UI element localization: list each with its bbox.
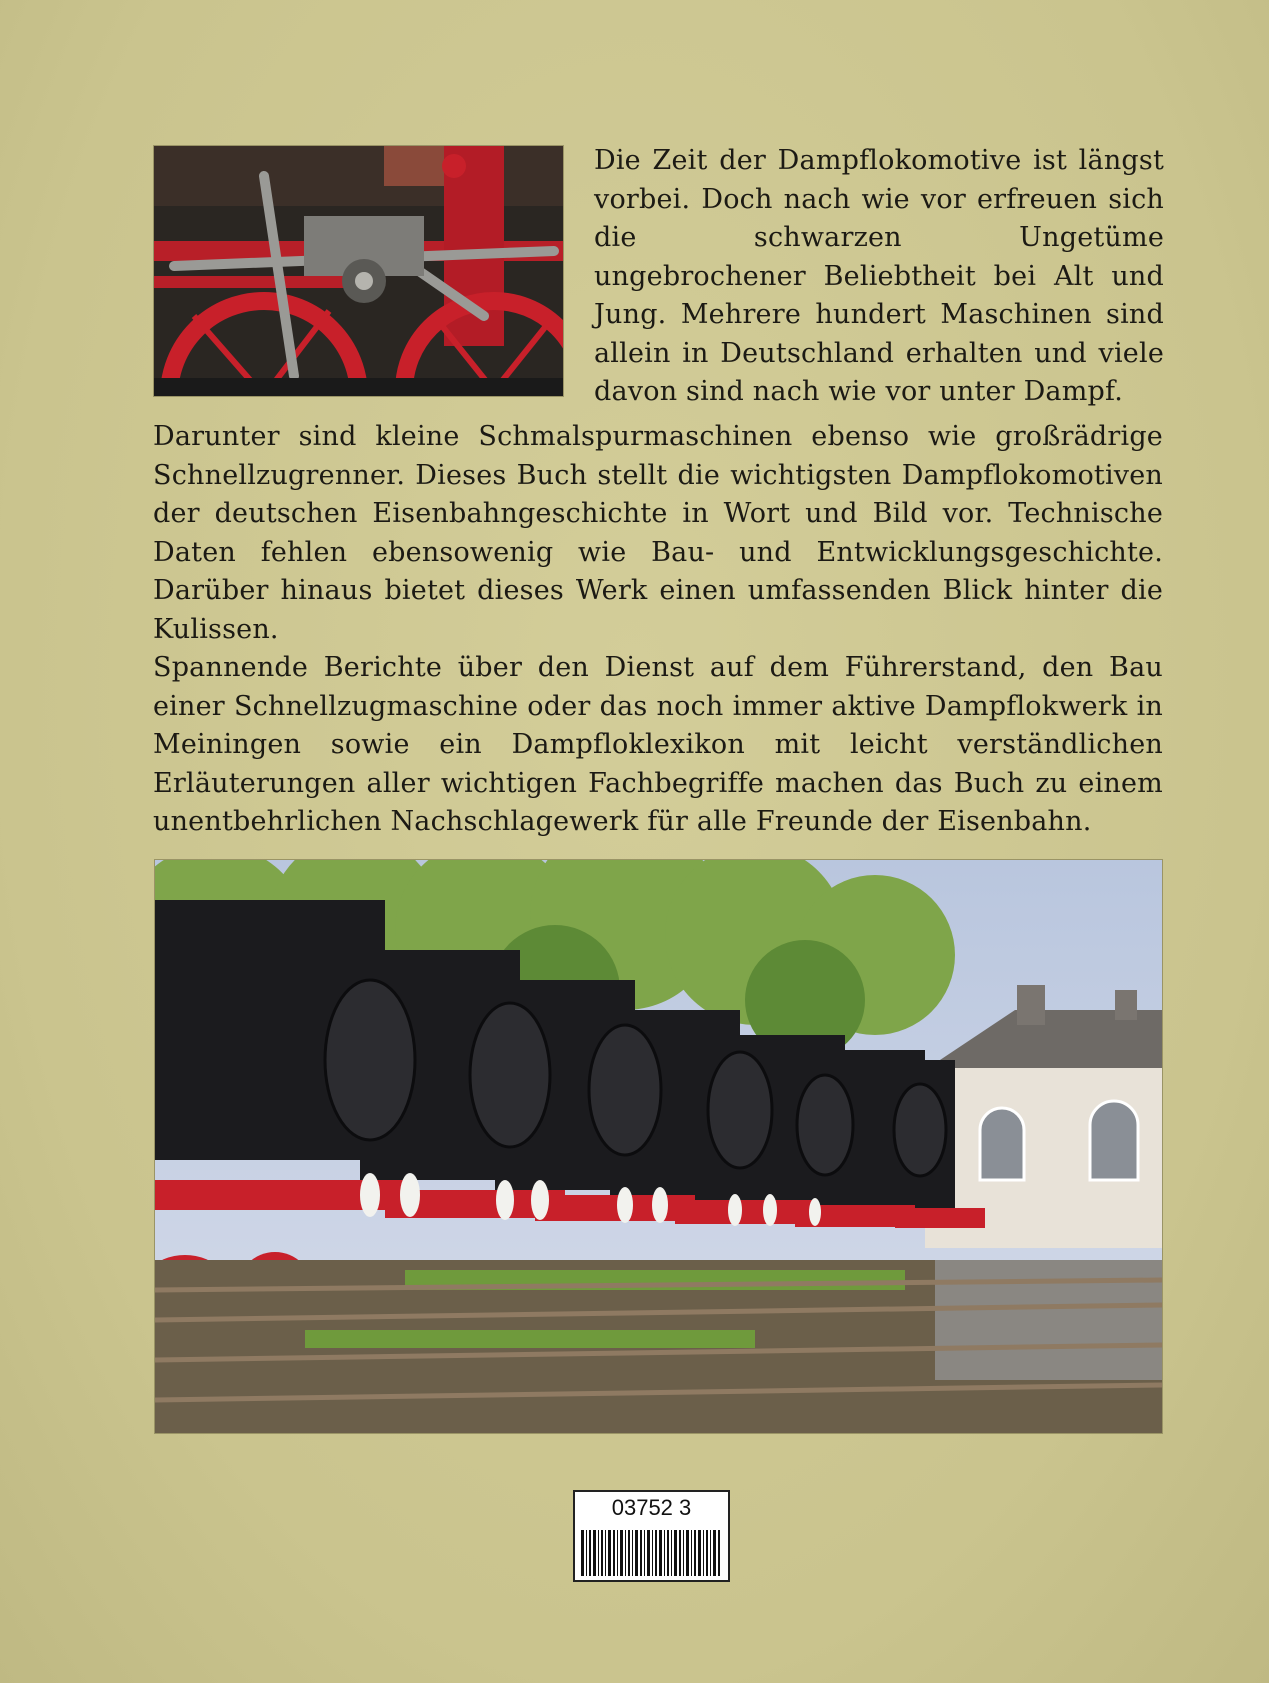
barcode-label bbox=[573, 1490, 730, 1582]
intro-paragraph: Die Zeit der Dampflokomotive ist längst vorbei. Doch nach wie vor erfreuen sich die schwarzen Ungetüme ungebrochener Beliebtheit bei Alt und Jung. Mehrere hundert Maschinen sind allein in Deutschland erhalten und viele davon sind nach wie vor unter Dampf. bbox=[594, 145, 1164, 407]
description-block-1 bbox=[153, 418, 1163, 649]
running-gear-photo bbox=[153, 145, 564, 397]
intro-text bbox=[594, 142, 1164, 412]
description-block-2 bbox=[153, 649, 1163, 842]
barcode-icon bbox=[581, 1530, 722, 1576]
locomotive-row-photo bbox=[154, 859, 1163, 1434]
description-paragraph-2: Spannende Berichte über den Dienst auf dem Führerstand, den Bau einer Schnellzugmaschine oder das noch immer aktive Dampflokwerk in Meiningen sowie ein Dampfloklexikon mit leicht verständlichen Erläuterungen aller wichtigen Fachbegriffe machen das Buch zu einem unentbehrlichen Nachschlagewerk für alle Freunde der Eisenbahn. bbox=[153, 652, 1163, 837]
barcode-number: 03752 3 bbox=[611, 1495, 692, 1520]
description-paragraph-1: Darunter sind kleine Schmalspurmaschinen ebenso wie großrädrige Schnellzugrenner. Dieses Buch stellt die wichtigsten Dampflokomotiven der deutschen Eisenbahngeschichte in Wort und Bild vor. Technische Daten fehlen ebensowenig wie Bau- und Entwicklungsgeschichte. Darüber hinaus bietet dieses Werk einen umfassenden Blick hinter die Kulissen. bbox=[153, 421, 1163, 645]
